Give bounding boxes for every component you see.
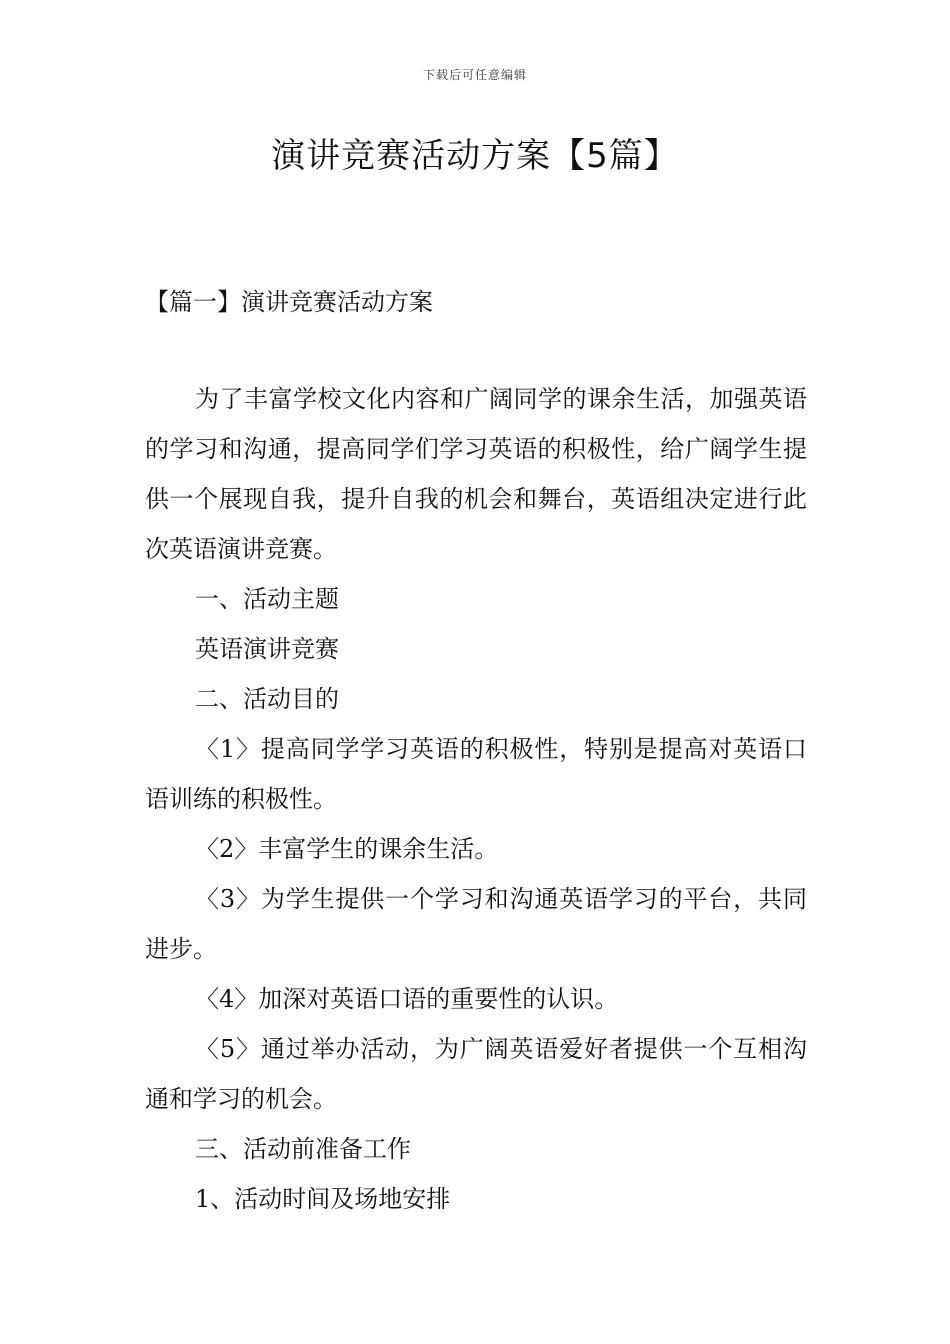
document-title: 演讲竞赛活动方案【5篇】: [271, 136, 679, 176]
purpose-item-5: 〈5〉通过举办活动，为广阔英语爱好者提供一个互相沟通和学习的机会。: [145, 1035, 807, 1113]
intro-paragraph: 为了丰富学校文化内容和广阔同学的课余生活，加强英语的学习和沟通，提高同学们学习英语的积极性，给广阔学生提供一个展现自我，提升自我的机会和舞台，英语组决定进行此次英语演讲竞赛。: [145, 385, 807, 563]
heading-activity-purpose: 二、活动目的: [195, 685, 339, 713]
purpose-item-4: 〈4〉加深对英语口语的重要性的认识。: [195, 985, 619, 1013]
purpose-item-1: 〈1〉提高同学学习英语的积极性，特别是提高对英语口语训练的积极性。: [145, 735, 807, 813]
purpose-item-3: 〈3〉为学生提供一个学习和沟通英语学习的平台，共同进步。: [145, 885, 807, 963]
heading-activity-theme: 一、活动主题: [195, 585, 339, 613]
document-body: [145, 374, 807, 1224]
heading-preparation: 三、活动前准备工作: [195, 1135, 411, 1163]
section-heading: 【篇一】演讲竞赛活动方案: [145, 288, 433, 316]
page-header-note: 下载后可任意编辑: [422, 68, 527, 82]
activity-theme-text: 英语演讲竞赛: [195, 635, 339, 663]
preparation-item-1: 1、活动时间及场地安排: [195, 1185, 451, 1213]
purpose-item-2: 〈2〉丰富学生的课余生活。: [195, 835, 499, 863]
